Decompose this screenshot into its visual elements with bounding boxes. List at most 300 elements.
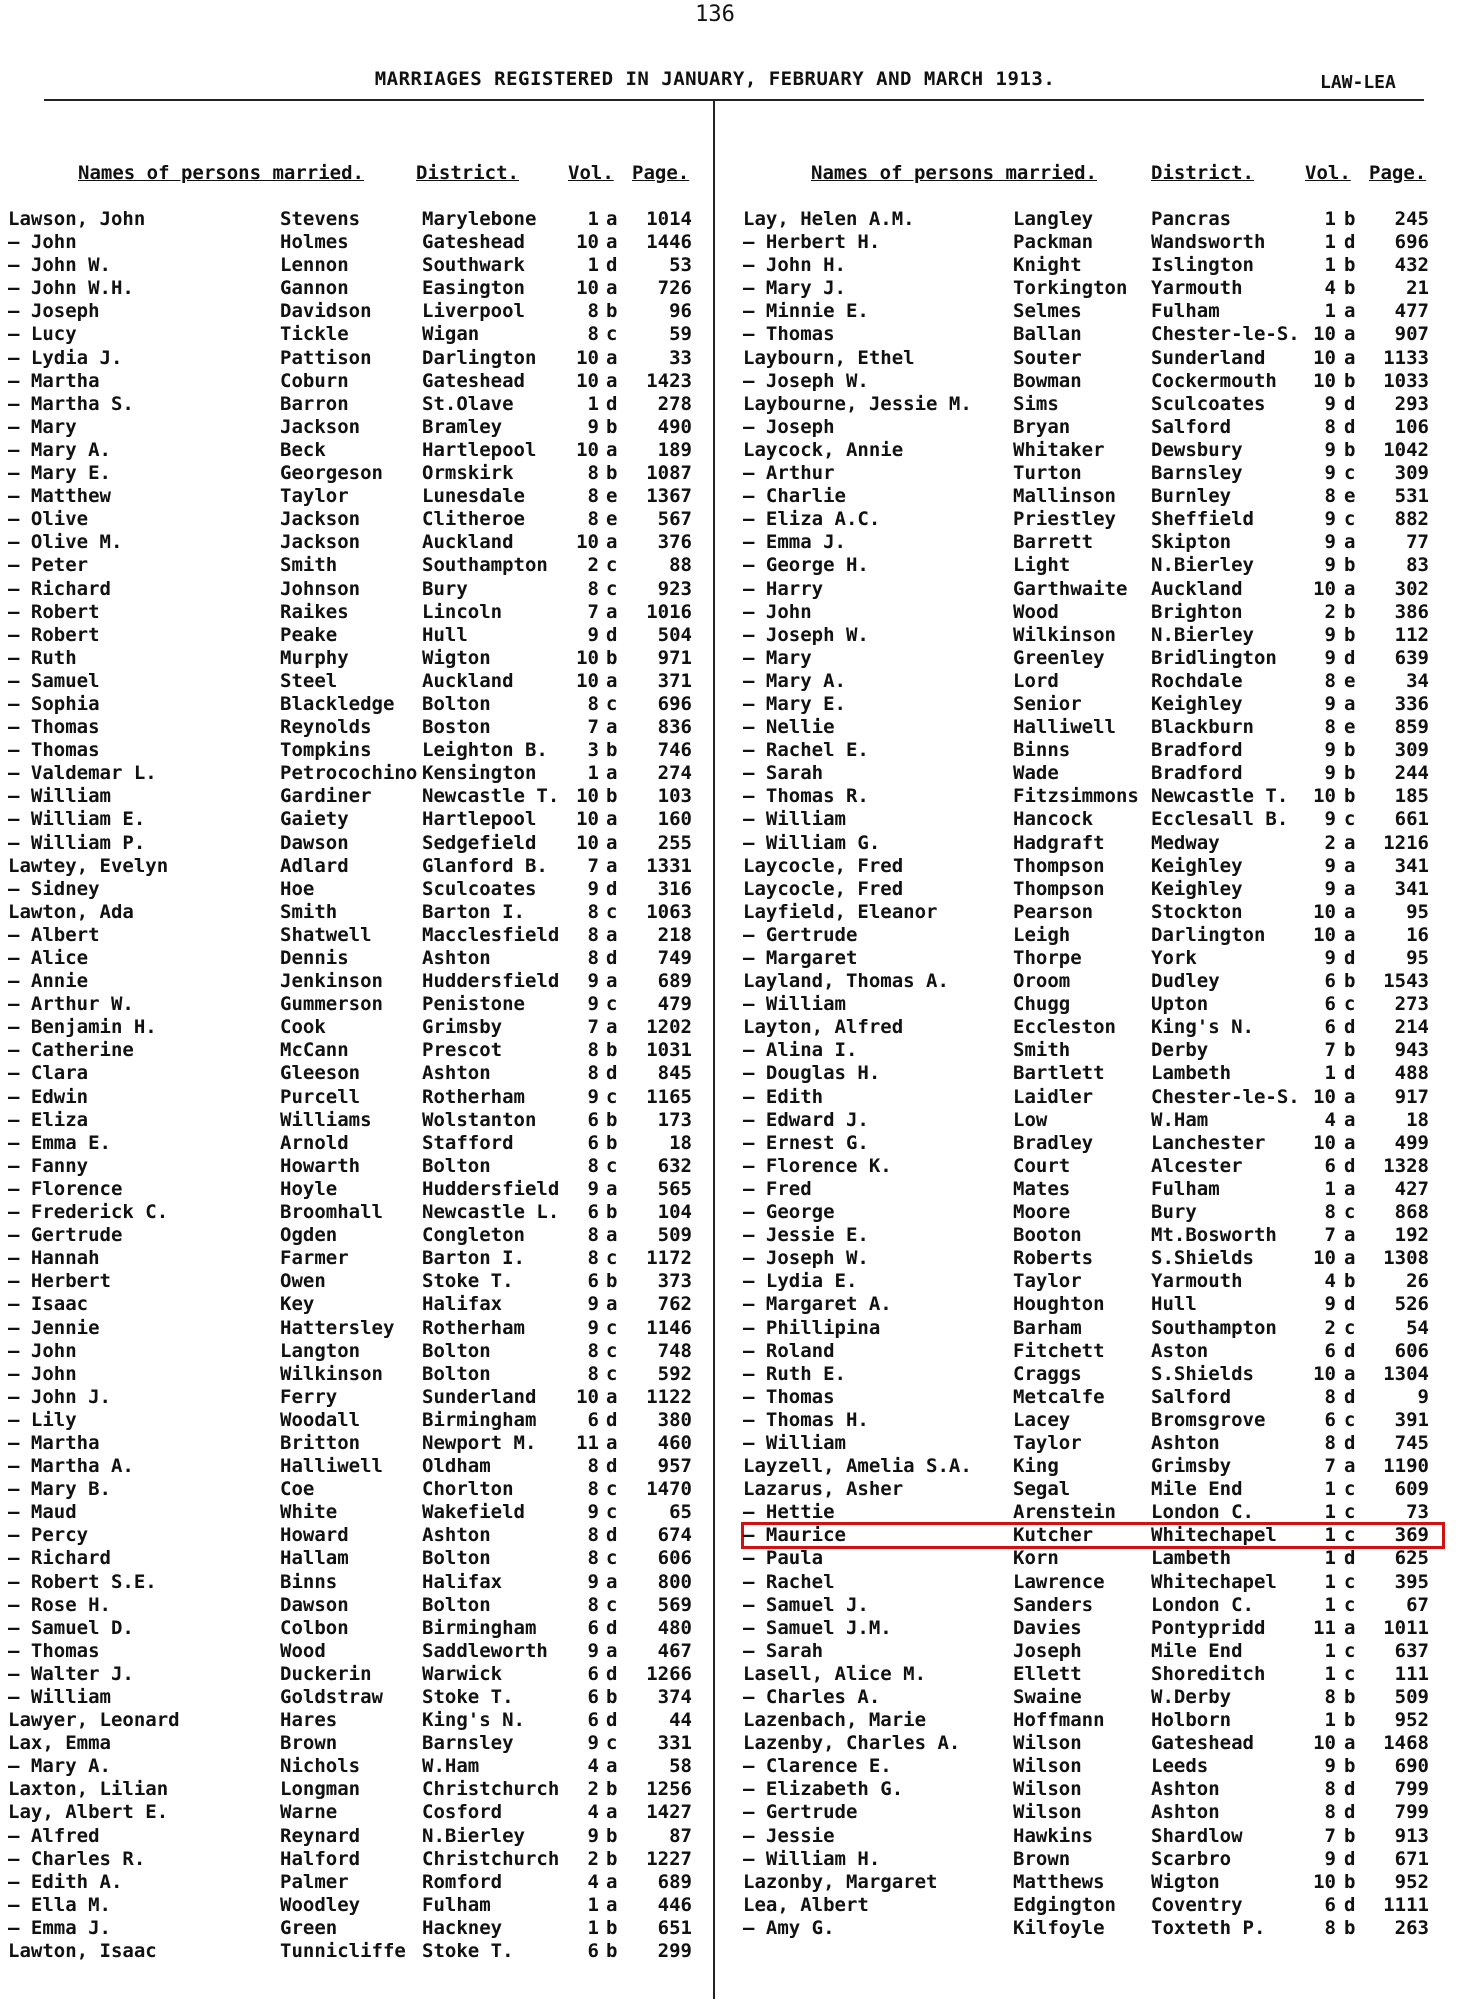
entry-district: Derby — [1151, 1039, 1209, 1062]
entry-page: 923 — [657, 577, 692, 600]
register-entry — [743, 508, 1443, 531]
entry-page: 1446 — [646, 231, 692, 254]
entry-name: — Edward J. — [743, 1108, 869, 1131]
column-divider — [713, 99, 715, 1999]
entry-spouse: Korn — [1013, 1547, 1059, 1570]
entry-spouse: Halliwell — [280, 1455, 383, 1478]
entry-spouse: Souter — [1013, 346, 1082, 369]
entry-spouse: Light — [1013, 554, 1071, 577]
entry-district: Ashton — [1151, 1431, 1220, 1454]
entry-name: — Robert — [8, 600, 100, 623]
entry-volume-letter: c — [1344, 1408, 1356, 1431]
entry-volume: 2 — [1324, 1316, 1336, 1339]
entry-page: 96 — [669, 300, 692, 323]
entry-volume-letter: a — [606, 970, 618, 993]
entry-volume: 1 — [587, 208, 599, 230]
entry-spouse: Bradley — [1013, 1131, 1094, 1154]
register-entry — [8, 1917, 708, 1940]
entry-volume: 9 — [1324, 692, 1336, 715]
entry-volume-letter: b — [1344, 785, 1356, 808]
entry-name: — Roland — [743, 1339, 835, 1362]
entry-volume-letter: d — [606, 1524, 618, 1547]
entry-page: 726 — [657, 277, 692, 300]
register-entry — [743, 1455, 1443, 1478]
entry-volume: 7 — [1324, 1039, 1336, 1062]
header-district: District. — [416, 162, 519, 184]
entry-name: — John W. — [8, 254, 111, 277]
entry-district: Cockermouth — [1151, 369, 1277, 392]
entry-district: Darlington — [1151, 923, 1266, 946]
entry-volume-letter: a — [606, 208, 618, 230]
entry-volume-letter: d — [1344, 1893, 1356, 1916]
entry-volume: 10 — [1313, 1247, 1336, 1270]
entry-spouse: Senior — [1013, 692, 1082, 715]
entry-page: 65 — [669, 1501, 692, 1524]
entry-spouse: Turton — [1013, 462, 1082, 485]
entry-district: Lambeth — [1151, 1547, 1232, 1570]
entry-district: Bolton — [422, 692, 491, 715]
entry-district: Gateshead — [422, 231, 525, 254]
entry-page: 1146 — [646, 1316, 692, 1339]
entry-volume: 1 — [1324, 300, 1336, 323]
entry-page: 799 — [1394, 1778, 1429, 1801]
entry-district: Rochdale — [1151, 669, 1243, 692]
entry-name: — Joseph W. — [743, 623, 869, 646]
entry-volume: 6 — [587, 1201, 599, 1224]
entry-district: Bridlington — [1151, 646, 1277, 669]
entry-spouse: Sims — [1013, 392, 1059, 415]
register-entry — [8, 1801, 708, 1824]
entry-spouse: Binns — [1013, 739, 1071, 762]
register-entry — [743, 1178, 1443, 1201]
register-entry — [8, 323, 708, 346]
entry-page: 1133 — [1383, 346, 1429, 369]
entry-district: Lambeth — [1151, 1062, 1232, 1085]
entry-volume: 8 — [587, 577, 599, 600]
entry-page: 1427 — [646, 1801, 692, 1824]
entry-district: Sculcoates — [1151, 392, 1266, 415]
entry-volume-letter: b — [606, 415, 618, 438]
entry-page: 1111 — [1383, 1893, 1429, 1916]
entry-page: 111 — [1394, 1662, 1429, 1685]
entry-spouse: Gleeson — [280, 1062, 361, 1085]
entry-district: Gateshead — [422, 369, 525, 392]
register-entry — [743, 993, 1443, 1016]
entry-name: Lazonby, Margaret — [743, 1870, 938, 1893]
entry-name: Laybourn, Ethel — [743, 346, 915, 369]
entry-name: — Charles A. — [743, 1686, 881, 1708]
register-entry — [8, 1247, 708, 1270]
entry-page: 957 — [657, 1455, 692, 1478]
entry-district: Macclesfield — [422, 923, 560, 946]
entry-volume-letter: a — [606, 1177, 618, 1200]
entry-page: 59 — [669, 323, 692, 346]
entry-spouse: Woodall — [280, 1408, 361, 1431]
entry-page: 373 — [657, 1270, 692, 1293]
entry-name: Laxton, Lilian — [8, 1778, 169, 1801]
entry-name: — Joseph W. — [743, 1247, 869, 1270]
entry-spouse: Holmes — [280, 231, 349, 254]
entry-volume-letter: a — [1344, 1616, 1356, 1639]
entry-district: Easington — [422, 277, 525, 300]
entry-district: Holborn — [1151, 1709, 1232, 1732]
entry-district: Gateshead — [1151, 1732, 1254, 1755]
register-entry-highlighted — [743, 1524, 1443, 1547]
entry-page: 34 — [1406, 669, 1429, 692]
entry-page: 293 — [1394, 392, 1429, 415]
entry-page: 160 — [657, 808, 692, 831]
register-entry — [8, 1201, 708, 1224]
entry-volume-letter: d — [1344, 1778, 1356, 1801]
entry-volume-letter: a — [1344, 1732, 1356, 1755]
entry-page: 391 — [1394, 1408, 1429, 1431]
entry-volume-letter: c — [1344, 508, 1356, 531]
entry-volume-letter: c — [606, 1085, 618, 1108]
entry-page: 651 — [657, 1916, 692, 1939]
entry-page: 1308 — [1383, 1247, 1429, 1270]
entry-page: 214 — [1394, 1016, 1429, 1039]
entry-spouse: Shatwell — [280, 923, 372, 946]
entry-district: Liverpool — [422, 300, 525, 323]
entry-volume: 6 — [587, 1940, 599, 1963]
entry-spouse: Jackson — [280, 508, 361, 531]
register-entry — [743, 947, 1443, 970]
register-entry — [743, 1917, 1443, 1940]
entry-name: — Jennie — [8, 1316, 100, 1339]
entry-volume-letter: b — [1344, 1824, 1356, 1847]
entry-spouse: Taylor — [1013, 1270, 1082, 1293]
entry-spouse: Peake — [280, 623, 338, 646]
entry-page: 674 — [657, 1524, 692, 1547]
register-entry — [8, 1109, 708, 1132]
entry-page: 112 — [1394, 623, 1429, 646]
entry-spouse: Davies — [1013, 1616, 1082, 1639]
entry-page: 845 — [657, 1062, 692, 1085]
entry-district: Wigton — [422, 646, 491, 669]
entry-volume-letter: c — [1344, 1501, 1356, 1524]
register-entry — [8, 1686, 708, 1709]
entry-volume: 11 — [576, 1431, 599, 1454]
entry-district: Keighley — [1151, 854, 1243, 877]
entry-name: — Florence K. — [743, 1154, 892, 1177]
entry-district: Newcastle T. — [422, 785, 560, 808]
register-entry — [743, 439, 1443, 462]
register-entry — [743, 785, 1443, 808]
entry-page: 565 — [657, 1177, 692, 1200]
entry-page: 309 — [1394, 739, 1429, 762]
entry-spouse: Knight — [1013, 254, 1082, 277]
entry-volume-letter: b — [606, 785, 618, 808]
entry-district: Hartlepool — [422, 438, 537, 461]
entry-district: King's N. — [1151, 1016, 1254, 1039]
entry-name: — Arthur W. — [8, 993, 134, 1016]
entry-volume: 10 — [1313, 369, 1336, 392]
entry-page: 882 — [1394, 508, 1429, 531]
right-column-header — [743, 162, 1443, 208]
register-entry — [743, 901, 1443, 924]
entry-spouse: Warne — [280, 1801, 338, 1824]
left-column-header — [8, 162, 708, 208]
entry-volume-letter: b — [606, 646, 618, 669]
entry-name: — Mary J. — [743, 277, 846, 300]
entry-spouse: Reynolds — [280, 716, 372, 739]
entry-district: Keighley — [1151, 877, 1243, 900]
entry-page: 446 — [657, 1893, 692, 1916]
entry-volume: 4 — [587, 1870, 599, 1893]
entry-page: 1202 — [646, 1016, 692, 1039]
entry-volume: 8 — [587, 1062, 599, 1085]
entry-name: — Benjamin H. — [8, 1016, 157, 1039]
entry-name: — Emma J. — [743, 531, 846, 554]
entry-district: Hartlepool — [422, 808, 537, 831]
entry-district: Brighton — [1151, 600, 1243, 623]
entry-district: Clitheroe — [422, 508, 525, 531]
entry-district: Darlington — [422, 346, 537, 369]
entry-page: 95 — [1406, 900, 1429, 923]
entry-spouse: Hoe — [280, 877, 315, 900]
entry-page: 255 — [657, 831, 692, 854]
entry-volume-letter: c — [1344, 1316, 1356, 1339]
entry-page: 54 — [1406, 1316, 1429, 1339]
register-entry — [743, 1363, 1443, 1386]
entry-name: — John J. — [8, 1385, 111, 1408]
entry-volume: 9 — [587, 1639, 599, 1662]
entry-spouse: Coe — [280, 1478, 315, 1501]
register-entry — [8, 624, 708, 647]
register-entry — [8, 1409, 708, 1432]
entry-district: London C. — [1151, 1593, 1254, 1616]
entry-page: 53 — [669, 254, 692, 277]
register-entry — [8, 1317, 708, 1340]
entry-volume: 10 — [576, 785, 599, 808]
register-entry — [8, 578, 708, 601]
entry-spouse: Coburn — [280, 369, 349, 392]
entry-district: Huddersfield — [422, 1177, 560, 1200]
entry-district: Ashton — [1151, 1801, 1220, 1824]
entry-page: 189 — [657, 438, 692, 461]
entry-district: Leeds — [1151, 1755, 1209, 1778]
entry-volume-letter: d — [1344, 947, 1356, 969]
entry-district: Saddleworth — [422, 1639, 548, 1662]
entry-volume: 9 — [1324, 1755, 1336, 1778]
entry-name: — Alice — [8, 947, 89, 969]
entry-district: Rotherham — [422, 1316, 525, 1339]
entry-volume-letter: c — [1344, 993, 1356, 1016]
register-entry — [8, 439, 708, 462]
entry-spouse: Thompson — [1013, 877, 1105, 900]
entry-page: 762 — [657, 1293, 692, 1316]
entry-volume: 1 — [1324, 1593, 1336, 1616]
entry-name: — Mary A. — [743, 669, 846, 692]
entry-volume-letter: d — [606, 623, 618, 646]
entry-spouse: Tunnicliffe — [280, 1940, 406, 1963]
register-entry — [8, 1524, 708, 1547]
entry-volume-letter: a — [606, 1893, 618, 1916]
entry-page: 427 — [1394, 1177, 1429, 1200]
entry-volume-letter: a — [606, 369, 618, 392]
entry-name: — Hettie — [743, 1501, 835, 1524]
entry-page: 499 — [1394, 1131, 1429, 1154]
entry-volume: 2 — [587, 1778, 599, 1801]
entry-spouse: Brown — [1013, 1847, 1071, 1870]
entry-page: 1304 — [1383, 1362, 1429, 1385]
entry-spouse: Low — [1013, 1108, 1048, 1131]
entry-volume: 9 — [1324, 854, 1336, 877]
entry-name: — Alina I. — [743, 1039, 858, 1062]
entry-volume: 8 — [587, 1478, 599, 1501]
entry-district: Lanchester — [1151, 1131, 1266, 1154]
entry-page: 374 — [657, 1686, 692, 1708]
entry-name: — Elizabeth G. — [743, 1778, 904, 1801]
entry-name: — Mary A. — [8, 1755, 111, 1778]
entry-volume: 9 — [587, 1293, 599, 1316]
entry-page: 952 — [1394, 1709, 1429, 1732]
entry-page: 509 — [657, 1224, 692, 1247]
entry-name: Layton, Alfred — [743, 1016, 904, 1039]
entry-volume: 6 — [1324, 970, 1336, 993]
header-vol: Vol. — [568, 162, 614, 184]
entry-page: 1165 — [646, 1085, 692, 1108]
entry-page: 606 — [1394, 1339, 1429, 1362]
entry-spouse: Arenstein — [1013, 1501, 1116, 1524]
register-entry — [743, 1617, 1443, 1640]
entry-district: Skipton — [1151, 531, 1232, 554]
entry-name: — Joseph — [8, 300, 100, 323]
entry-volume: 8 — [587, 947, 599, 969]
register-entry — [8, 1848, 708, 1871]
register-entry — [743, 231, 1443, 254]
register-entry — [8, 762, 708, 785]
entry-volume: 4 — [1324, 277, 1336, 300]
entry-spouse: Hadgraft — [1013, 831, 1105, 854]
entry-page: 1266 — [646, 1662, 692, 1685]
entry-district: Congleton — [422, 1224, 525, 1247]
entry-name: — Sidney — [8, 877, 100, 900]
entry-volume: 8 — [587, 485, 599, 508]
entry-volume: 10 — [1313, 1362, 1336, 1385]
entry-volume: 9 — [1324, 808, 1336, 831]
entry-district: Blackburn — [1151, 716, 1254, 739]
entry-name: — Mary E. — [8, 462, 111, 485]
entry-district: Ashton — [422, 1524, 491, 1547]
register-entry — [8, 1270, 708, 1293]
entry-page: 44 — [669, 1709, 692, 1732]
entry-page: 432 — [1394, 254, 1429, 277]
entry-volume-letter: a — [1344, 1108, 1356, 1131]
register-entry — [743, 878, 1443, 901]
entry-volume: 3 — [587, 739, 599, 762]
entry-spouse: Laidler — [1013, 1085, 1094, 1108]
entry-name: — Matthew — [8, 485, 111, 508]
entry-name: — John H. — [743, 254, 846, 277]
entry-district: Newcastle L. — [422, 1201, 560, 1224]
entry-volume-letter: d — [1344, 1293, 1356, 1316]
entry-name: — Herbert — [8, 1270, 111, 1293]
entry-spouse: Woodley — [280, 1893, 361, 1916]
entry-district: Mile End — [1151, 1639, 1243, 1662]
header-page: Page. — [632, 162, 690, 184]
entry-district: Lincoln — [422, 600, 503, 623]
register-entry — [743, 1709, 1443, 1732]
entry-page: 567 — [657, 508, 692, 531]
entry-volume: 9 — [1324, 739, 1336, 762]
entry-page: 690 — [1394, 1755, 1429, 1778]
entry-name: Layland, Thomas A. — [743, 970, 949, 993]
entry-district: W.Ham — [1151, 1108, 1209, 1131]
entry-volume-letter: c — [606, 323, 618, 346]
entry-spouse: Purcell — [280, 1085, 361, 1108]
entry-page: 88 — [669, 554, 692, 577]
entry-page: 95 — [1406, 947, 1429, 969]
entry-district: Stoke T. — [422, 1270, 514, 1293]
entry-volume-letter: e — [606, 485, 618, 508]
entry-volume-letter: a — [606, 669, 618, 692]
register-entry — [8, 1386, 708, 1409]
register-entry — [8, 1709, 708, 1732]
entry-spouse: Wood — [280, 1639, 326, 1662]
entry-volume: 10 — [1313, 1085, 1336, 1108]
entry-name: Lax, Emma — [8, 1732, 111, 1755]
entry-name: — Margaret — [743, 947, 858, 969]
entry-volume-letter: a — [606, 1293, 618, 1316]
entry-volume-letter: b — [606, 1201, 618, 1224]
entry-name: — Percy — [8, 1524, 89, 1547]
entry-volume-letter: c — [606, 1732, 618, 1755]
entry-spouse: Arnold — [280, 1131, 349, 1154]
register-entry — [8, 832, 708, 855]
entry-name: — Maurice — [743, 1524, 846, 1547]
entry-district: W.Ham — [422, 1755, 480, 1778]
entry-name: — Alfred — [8, 1824, 100, 1847]
entry-volume: 10 — [1313, 785, 1336, 808]
entry-district: Bury — [1151, 1201, 1197, 1224]
entry-volume-letter: a — [606, 831, 618, 854]
entry-spouse: Greenley — [1013, 646, 1105, 669]
entry-volume-letter: c — [1344, 808, 1356, 831]
entry-spouse: Lacey — [1013, 1408, 1071, 1431]
entry-name: — Charles R. — [8, 1847, 146, 1870]
register-entry — [743, 300, 1443, 323]
page-number: 136 — [695, 2, 735, 27]
entry-name: — William — [743, 808, 846, 831]
entry-volume-letter: a — [606, 600, 618, 623]
entry-page: 21 — [1406, 277, 1429, 300]
entry-spouse: Tickle — [280, 323, 349, 346]
entry-volume-letter: d — [1344, 1339, 1356, 1362]
entry-spouse: Hancock — [1013, 808, 1094, 831]
entry-volume-letter: a — [606, 808, 618, 831]
entry-name: Lawtey, Evelyn — [8, 854, 169, 877]
entry-district: Prescot — [422, 1039, 503, 1062]
entry-district: London C. — [1151, 1501, 1254, 1524]
entry-page: 1033 — [1383, 369, 1429, 392]
entry-page: 460 — [657, 1431, 692, 1454]
entry-volume: 9 — [1324, 438, 1336, 461]
entry-name: — William P. — [8, 831, 146, 854]
entry-spouse: Barrett — [1013, 531, 1094, 554]
entry-district: Ashton — [422, 1062, 491, 1085]
entry-spouse: Fitzsimmons — [1013, 785, 1139, 808]
entry-volume: 10 — [1313, 1732, 1336, 1755]
entry-spouse: Houghton — [1013, 1293, 1105, 1316]
entry-district: Dewsbury — [1151, 438, 1243, 461]
register-entry — [743, 624, 1443, 647]
entry-name: — Mary E. — [743, 692, 846, 715]
entry-district: Newcastle T. — [1151, 785, 1289, 808]
entry-volume-letter: d — [606, 877, 618, 900]
entry-volume-letter: a — [606, 1224, 618, 1247]
entry-volume-letter: a — [1344, 1177, 1356, 1200]
